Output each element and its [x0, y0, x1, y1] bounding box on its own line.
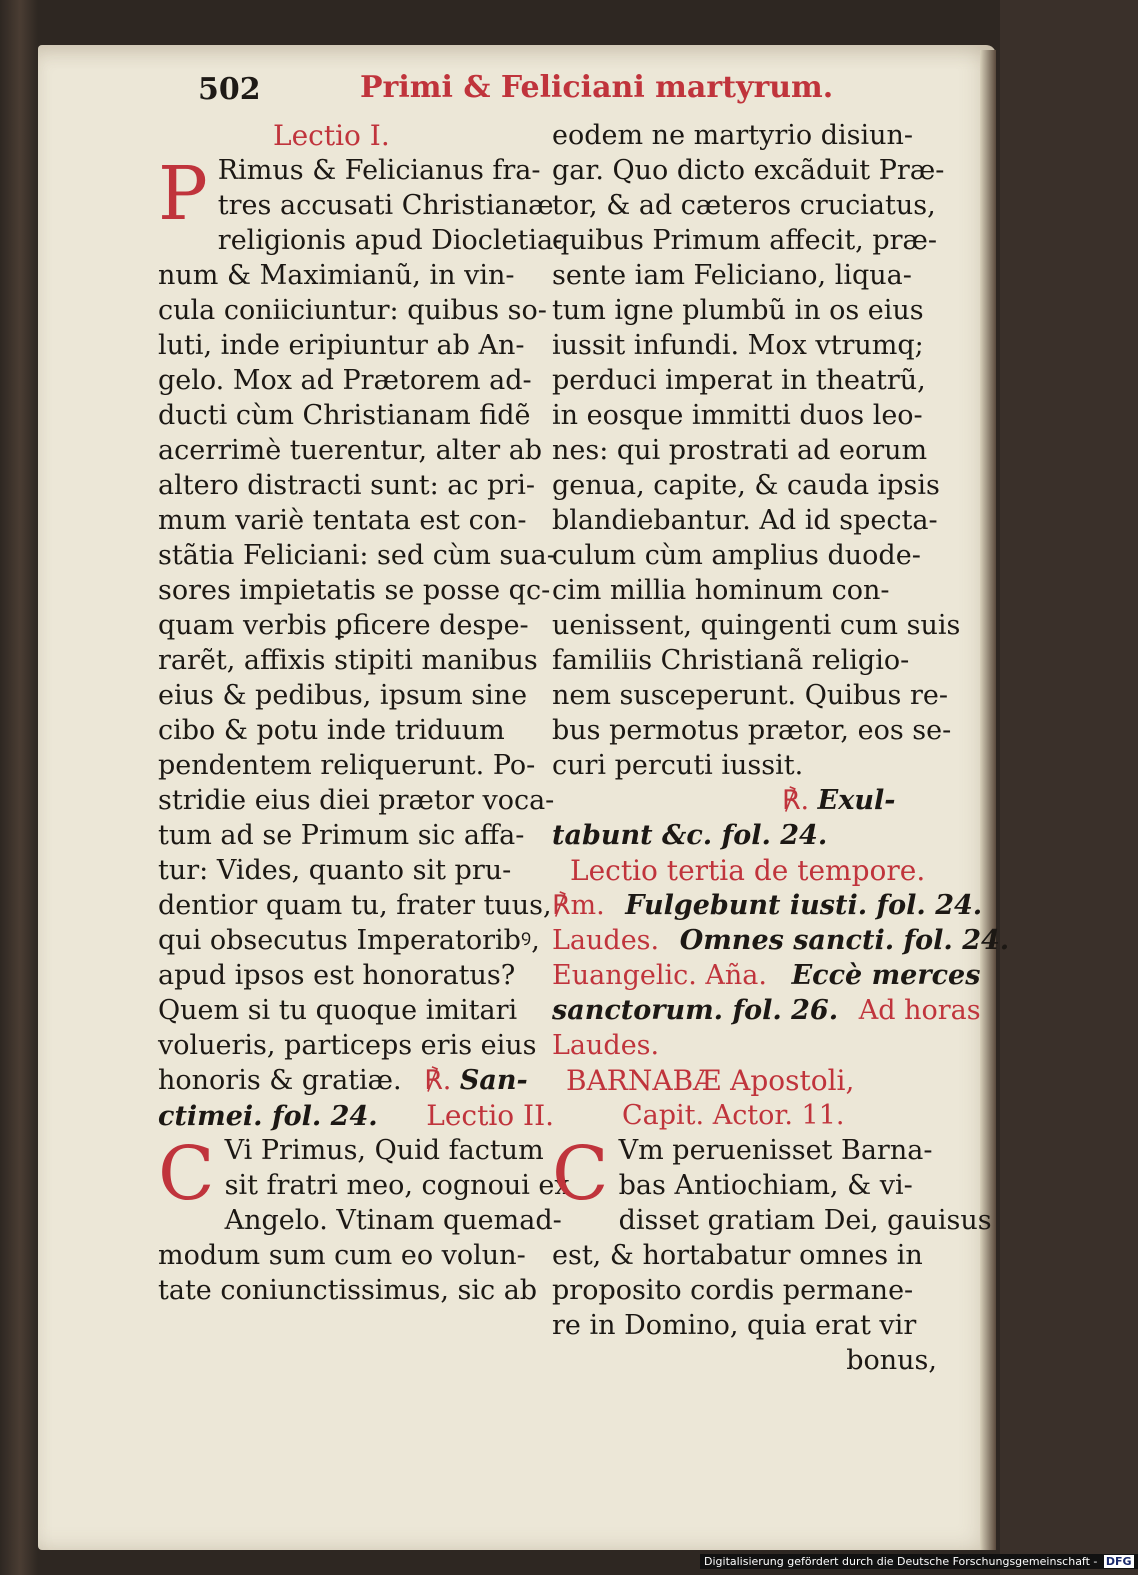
sanctorum-text: sanctorum. fol. 26. — [552, 995, 839, 1026]
text-line: perduci imperat in theatrũ, — [552, 365, 926, 396]
text-line: nem susceperunt. Quibus re- — [552, 680, 948, 711]
capitulum-paragraph — [552, 1131, 937, 1217]
laudes-label: Laudes. — [552, 925, 660, 956]
lectio-3-heading: Lectio tertia de tempore. — [570, 854, 926, 887]
text-line: apud ipsos est honoratus? — [158, 960, 516, 991]
lectio-2-lines — [158, 1203, 562, 1308]
euangelic-line — [552, 958, 981, 993]
responsory-text: Fulgebunt iusti. fol. 24. — [625, 890, 983, 921]
text-line: blandiebantur. Ad id specta- — [552, 505, 938, 536]
text-line: Vm peruenisset Barna- — [618, 1135, 933, 1166]
text-line: qui obsecutus Imperatoribꝰ, — [158, 925, 540, 956]
text-line: modum sum cum eo volun- — [158, 1240, 526, 1271]
page-edge — [980, 50, 996, 1550]
footer-text: Digitalisierung gefördert durch die Deutsche Forschungsgemeinschaft - — [704, 1555, 1098, 1568]
text-line: acerrimè tuerentur, alter ab — [158, 435, 543, 466]
text-line: est, & hortabatur omnes in — [552, 1240, 923, 1271]
text-line: bus permotus prætor, eos se- — [552, 715, 952, 746]
capitulum-heading: Capit. Actor. 11. — [622, 1100, 845, 1131]
text-line: sente iam Feliciano, liqua- — [552, 260, 912, 291]
text-line: Rimus & Felicianus fra- — [217, 155, 541, 186]
dfg-logo: DFG — [1105, 1555, 1132, 1568]
response-line — [552, 783, 937, 818]
text-line: gelo. Mox ad Prætorem ad- — [158, 365, 532, 396]
text-line: quibus Primum affecit, præ- — [552, 225, 938, 256]
digitization-footer — [700, 1554, 1138, 1569]
text-line: Quem si tu quoque imitari — [158, 995, 518, 1026]
barnabae-heading: BARNABÆ Apostoli, — [566, 1064, 855, 1097]
response-text: San- — [459, 1065, 528, 1096]
ad-horas-text: Ad horas — [858, 995, 981, 1026]
drop-cap-c-right: C — [552, 1131, 609, 1217]
response-text: Exul- — [817, 785, 896, 816]
laudes-text: Omnes sancti. fol. 24. — [679, 925, 1010, 956]
text-line: tate coniunctissimus, sic ab — [158, 1275, 538, 1306]
text-line: rarẽt, affixis stipiti manibus — [158, 645, 538, 676]
text-line: quam verbis ꝑficere despe- — [158, 610, 529, 641]
text-line: proposito cordis permane- — [552, 1275, 914, 1306]
text-line: Vi Primus, Quid factum — [224, 1135, 544, 1166]
reference-text: ctimei. fol. 24. — [158, 1101, 378, 1132]
text-line: disset gratiam Dei, gauisus — [618, 1205, 992, 1236]
text-run: honoris & gratiæ. — [158, 1065, 402, 1096]
lectio-1-paragraph — [158, 151, 563, 1063]
drop-cap-c: C — [158, 1131, 215, 1217]
text-line: genua, capite, & cauda ipsis — [552, 470, 940, 501]
text-line: tum ad se Primum sic affa- — [158, 820, 525, 851]
euangelic-text: Eccè merces — [791, 960, 981, 991]
text-line: stridie eius diei prætor voca- — [158, 785, 555, 816]
text-line: volueris, particeps eris eius — [158, 1030, 537, 1061]
lectio-1-ref-line — [158, 1098, 555, 1133]
lectio-1-heading: Lectio I. — [273, 119, 390, 152]
text-line: luti, inde eripiuntur ab An- — [158, 330, 525, 361]
right-column — [552, 118, 1010, 1378]
laudes-2-line: Laudes. — [552, 1030, 660, 1061]
text-line: dentior quam tu, frater tuus, — [158, 890, 552, 921]
text-line: pendentem reliquerunt. Po- — [158, 750, 536, 781]
text-line: tum igne plumbũ in os eius — [552, 295, 924, 326]
lectio-2-heading: Lectio II. — [426, 1099, 555, 1132]
text-line: nes: qui prostrati ad eorum — [552, 435, 928, 466]
capitulum-indented-lines — [552, 1133, 937, 1203]
text-line: tres accusati Christianæ — [217, 190, 554, 221]
text-line: cula coniiciuntur: quibus so- — [158, 295, 547, 326]
text-line: mum variè tentata est con- — [158, 505, 527, 536]
text-line: altero distracti sunt: ac pri- — [158, 470, 536, 501]
text-line: tor, & ad cæteros cruciatus, — [552, 190, 936, 221]
sanctorum-line — [552, 993, 981, 1028]
response-reference: tabunt &c. fol. 24. — [552, 820, 828, 851]
text-line: in eosque immitti duos leo- — [552, 400, 923, 431]
text-line: re in Domino, quia erat vir — [552, 1310, 917, 1341]
lectio-2-continuation-lines — [552, 118, 961, 783]
text-line: familiis Christianã religio- — [552, 645, 910, 676]
lectio-1-lines — [158, 153, 563, 1063]
response-mark: ℟. — [424, 1065, 452, 1096]
text-line: gar. Quo dicto excãduit Præ- — [552, 155, 945, 186]
text-line: sit fratri meo, cognoui ex — [224, 1170, 570, 1201]
text-line: stãtia Feliciani: sed cùm sua- — [158, 540, 556, 571]
laudes-line — [552, 923, 1010, 958]
text-line: tur: Vides, quanto sit pru- — [158, 855, 512, 886]
left-column — [158, 118, 570, 1308]
text-line: cibo & potu inde triduum — [158, 715, 505, 746]
text-line: religionis apud Diocletia- — [217, 225, 563, 256]
running-title: Primi & Feliciani martyrum. — [360, 70, 834, 105]
text-line: curi percuti iussit. — [552, 750, 804, 781]
page-number: 502 — [198, 72, 261, 107]
text-line: cim millia hominum con- — [552, 575, 890, 606]
responsory-label: ℟m. — [552, 890, 605, 921]
response-mark: ℟. — [782, 785, 810, 816]
text-line: eodem ne martyrio disiun- — [552, 120, 914, 151]
catchword: bonus, — [846, 1345, 937, 1376]
lectio-2-paragraph — [158, 1131, 570, 1217]
drop-cap-p: P — [158, 151, 208, 237]
text-line: uenissent, quingenti cum suis — [552, 610, 961, 641]
capitulum-lines — [552, 1203, 992, 1343]
text-line: culum cùm amplius duode- — [552, 540, 921, 571]
responsory-line — [552, 888, 983, 923]
text-line: eius & pedibus, ipsum sine — [158, 680, 528, 711]
text-line: sores impietatis se posse qc- — [158, 575, 551, 606]
text-line: ducti cùm Christianam fidẽ — [158, 400, 531, 431]
text-line: bas Antiochiam, & vi- — [618, 1170, 913, 1201]
text-line: num & Maximianũ, in vin- — [158, 260, 515, 291]
lectio-1-last-line — [158, 1063, 532, 1098]
text-line: iussit infundi. Mox vtrumq; — [552, 330, 924, 361]
text-line: Angelo. Vtinam quemad- — [224, 1205, 562, 1236]
euangelic-label: Euangelic. Aña. — [552, 960, 767, 991]
